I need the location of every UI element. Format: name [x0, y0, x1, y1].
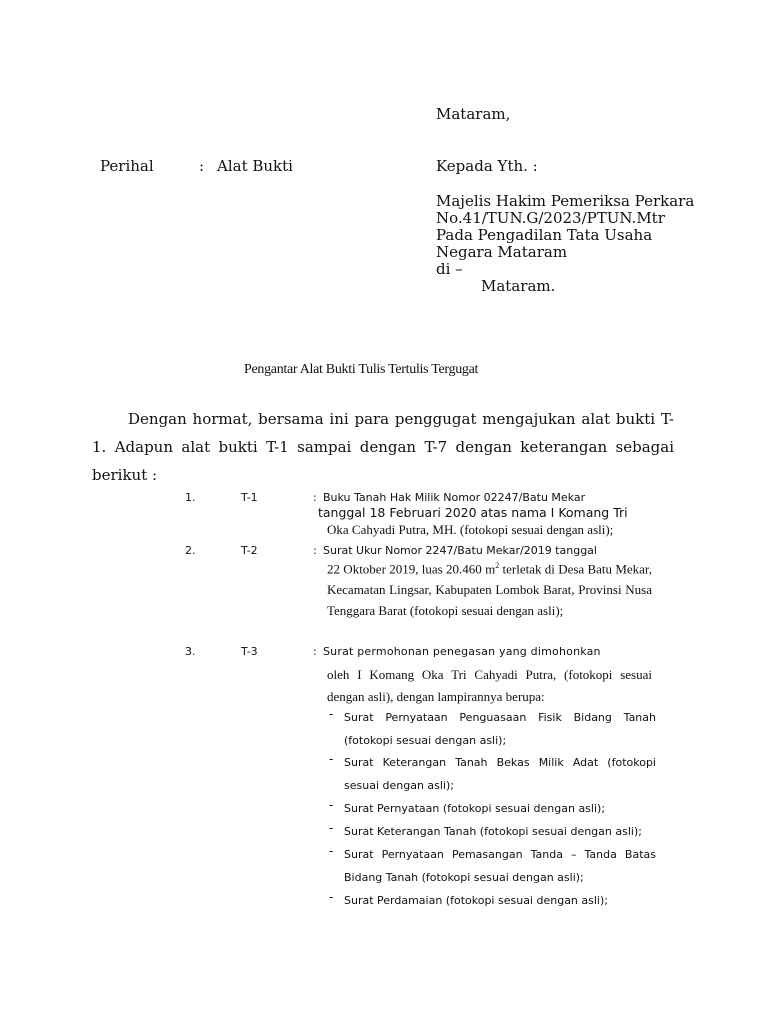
superscript: 2 [495, 561, 500, 570]
item-code: T-1 [241, 491, 258, 504]
perihal-label: Perihal [100, 157, 154, 175]
addressee-line: Pada Pengadilan Tata Usaha [436, 226, 653, 244]
item-line: Oka Cahyadi Putra, MH. (fotokopi sesuai dengan asli); [327, 522, 614, 537]
attachment-item: Surat Pernyataan Pemasangan Tanda – Tanda Batas Bidang Tanah (fotokopi sesuai dengan asli); [344, 848, 656, 884]
attachment-item: Surat Pernyataan (fotokopi sesuai dengan asli); [344, 802, 606, 815]
addressee-city: Mataram. [481, 277, 556, 295]
bullet-dash: - [329, 752, 334, 766]
addressee-line: Majelis Hakim Pemeriksa Perkara [436, 192, 695, 210]
bullet-dash: - [329, 844, 334, 858]
item-number: 1. [185, 491, 196, 504]
item-body [327, 555, 652, 621]
item-code: T-3 [241, 645, 258, 658]
attachment-item: Surat Keterangan Tanah (fotokopi sesuai dengan asli); [344, 825, 642, 838]
place-date: Mataram, [436, 105, 511, 123]
attachment-item: Surat Keterangan Tanah Bekas Milik Adat (fotokopi sesuai dengan asli); [344, 756, 656, 792]
item-text: terletak di Desa Batu Mekar, Kecamatan Lingsar, Kabupaten Lombok Barat, Provinsi Nusa Tenggara Barat (fotokopi sesuai dengan asli); [327, 561, 652, 619]
kepada-label: Kepada Yth. : [436, 157, 538, 175]
perihal-value: Alat Bukti [217, 157, 293, 175]
attachment-item: Surat Perdamaian (fotokopi sesuai dengan asli); [344, 894, 608, 907]
item-line: Surat permohonan penegasan yang dimohonkan [323, 645, 601, 658]
bullet-dash: - [329, 890, 334, 904]
item-colon: : [313, 544, 317, 557]
attachment-item: Surat Pernyataan Penguasaan Fisik Bidang Tanah (fotokopi sesuai dengan asli); [344, 711, 656, 747]
bullet-dash: - [329, 821, 334, 835]
item-code: T-2 [241, 544, 258, 557]
intro-text: Dengan hormat, bersama ini para penggugat mengajukan alat bukti T-1. Adapun alat bukti T-1 sampai dengan T-7 dengan keterangan sebagai berikut : [92, 410, 674, 484]
intro-paragraph [92, 405, 674, 489]
item-colon: : [313, 645, 317, 658]
item-text: 22 Oktober 2019, luas 20.460 m [327, 561, 496, 577]
item-line: Buku Tanah Hak Milik Nomor 02247/Batu Mekar [323, 491, 586, 504]
addressee-line: No.41/TUN.G/2023/PTUN.Mtr [436, 209, 665, 227]
item-line: tanggal 18 Februari 2020 atas nama I Komang Tri [318, 505, 628, 520]
item-body [327, 664, 652, 708]
addressee-line: di – [436, 260, 463, 278]
document-title: Pengantar Alat Bukti Tulis Tertulis Tergugat [244, 362, 479, 377]
item-number: 2. [185, 544, 196, 557]
perihal-colon: : [199, 157, 205, 175]
bullet-dash: - [329, 707, 334, 721]
item-text: oleh I Komang Oka Tri Cahyadi Putra, (fotokopi sesuai dengan asli), dengan lampirannya berupa: [327, 667, 652, 704]
addressee-line: Negara Mataram [436, 243, 568, 261]
item-line: Surat Ukur Nomor 2247/Batu Mekar/2019 tanggal [323, 544, 597, 557]
bullet-dash: - [329, 798, 334, 812]
item-number: 3. [185, 645, 196, 658]
item-colon: : [313, 491, 317, 504]
